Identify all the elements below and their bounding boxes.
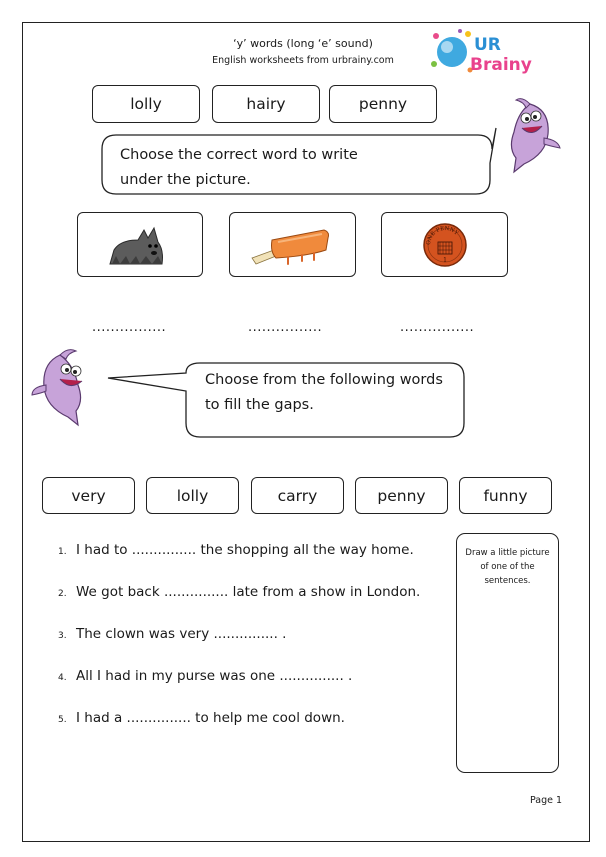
drawing-instruction-line2: of one of the [480,562,535,572]
picture-box-2 [229,212,356,277]
instruction-1 [120,143,358,193]
answer-blank-2[interactable]: ................ [248,320,323,335]
instruction-2 [205,368,443,418]
instruction-2-line2: to fill the gaps. [205,397,314,413]
coin-value: 1 [442,256,447,264]
word-box-label: penny [377,486,426,505]
sentence-number: 1. [58,547,67,557]
sentence-text: I had a ............... to help me cool down. [76,710,345,726]
logo-bottom-text: Brainy [470,55,532,75]
word-box-label: penny [358,95,408,113]
answer-blank-3[interactable]: ................ [400,320,475,335]
word-box-label: funny [483,486,528,505]
gap-word-box-3 [251,477,344,514]
sentence-text: The clown was very ............... . [76,626,287,642]
sentence-number: 3. [58,631,67,641]
sentence-5 [58,710,345,726]
worksheet-title: ‘y’ words (long ‘e’ sound) [233,37,373,50]
word-box-label: very [71,486,106,505]
urbrainy-logo [430,28,550,80]
gap-word-box-5 [459,477,552,514]
drawing-instruction-line1: Draw a little picture [465,548,550,558]
sentence-text: All I had in my purse was one ............... . [76,668,353,684]
sentence-text: I had to ............... the shopping all the way home. [76,542,414,558]
instruction-2-line1: Choose from the following words [205,372,443,388]
gap-word-box-2 [146,477,239,514]
drawing-instruction-line3: sentences. [484,576,531,586]
fish-mascot-icon [30,345,96,427]
picture-box-1 [77,212,203,277]
sentence-2 [58,584,420,600]
worksheet-subtitle: English worksheets from urbrainy.com [212,55,394,66]
gap-word-box-1 [42,477,135,514]
ice-lolly-icon [248,220,338,270]
picture-box-3 [381,212,508,277]
word-box-label: lolly [130,95,162,113]
instruction-1-line2: under the picture. [120,172,251,188]
drawing-area[interactable] [456,533,559,773]
coin-text: ONE PENNY [425,225,459,245]
sentence-number: 4. [58,673,67,683]
word-box-label: carry [277,486,318,505]
page-number: Page 1 [530,795,563,806]
sentence-text: We got back ............... late from a show in London. [76,584,421,600]
instruction-1-line1: Choose the correct word to write [120,147,358,163]
sentence-4 [58,668,352,684]
sentence-1 [58,542,414,558]
answer-blank-1[interactable]: ................ [92,320,167,335]
logo-top-text: UR [474,35,501,55]
penny-coin-icon [420,220,470,270]
sentence-number: 5. [58,715,67,725]
hairy-dog-icon [100,220,180,270]
sentence-number: 2. [58,589,67,599]
sentence-3 [58,626,286,642]
gap-word-box-4 [355,477,448,514]
word-box-label: hairy [246,95,286,113]
fish-mascot-icon [500,92,562,174]
word-box-label: lolly [176,486,209,505]
